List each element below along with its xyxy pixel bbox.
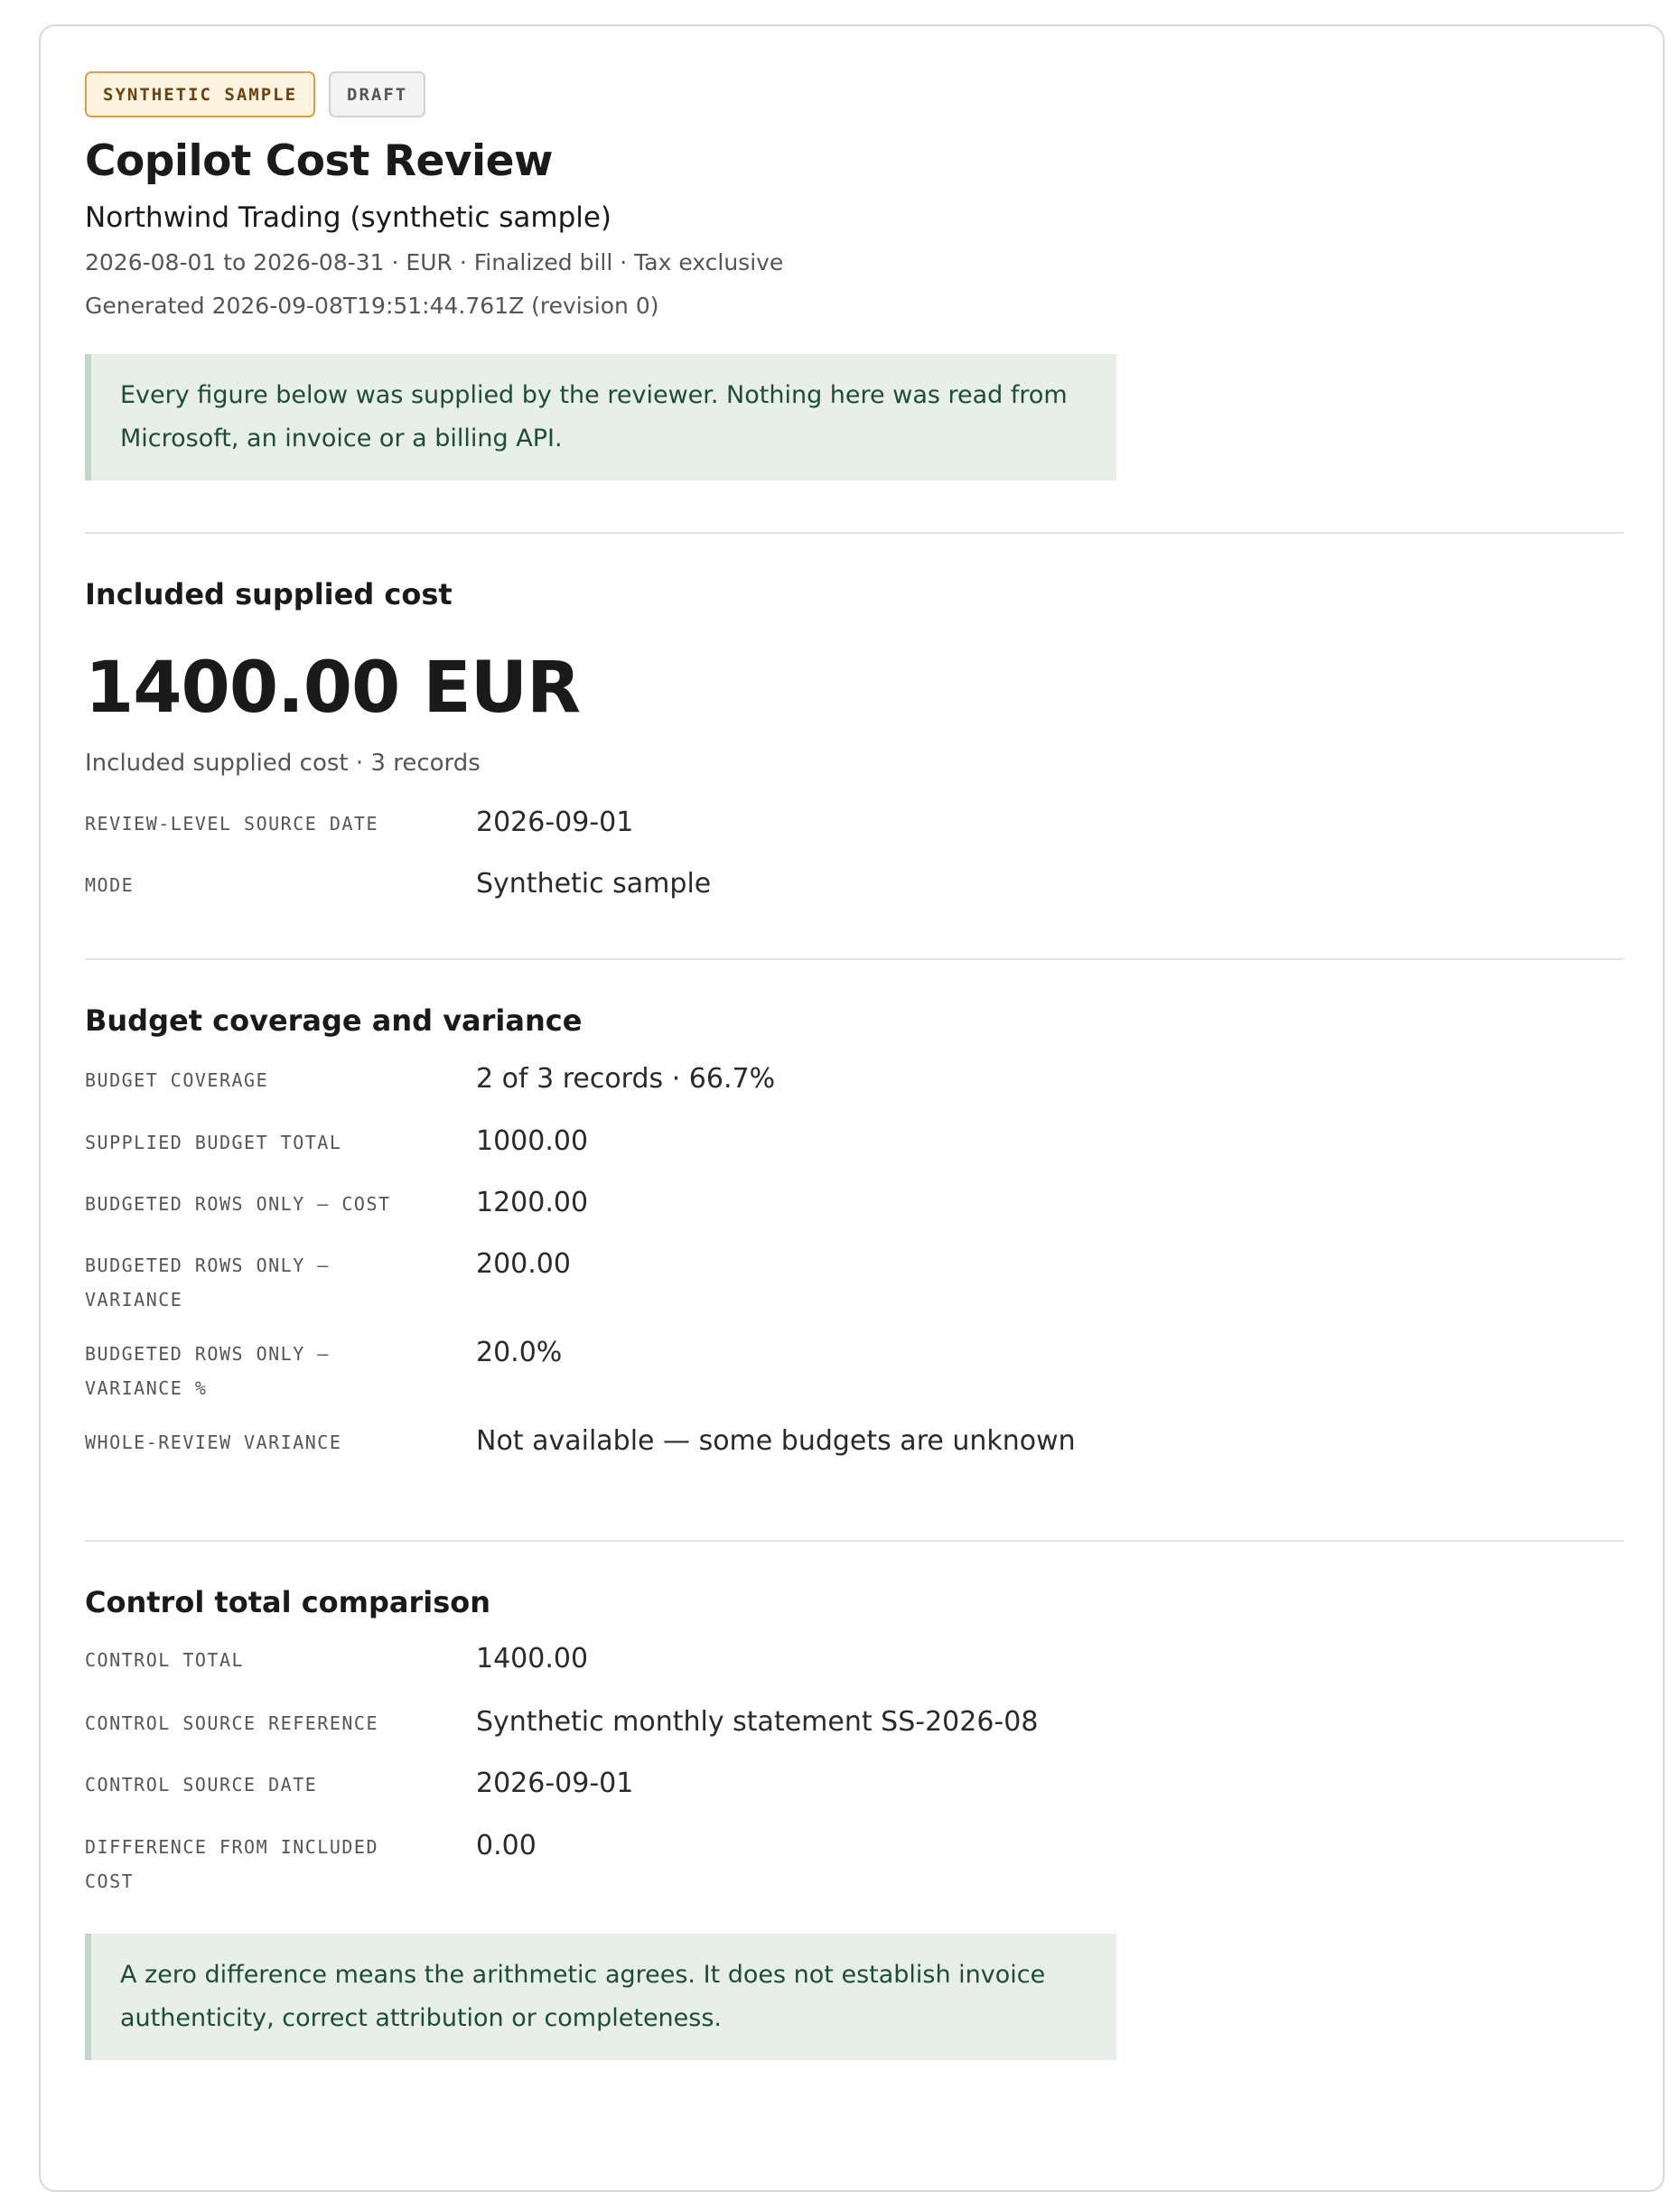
control-total-heading: Control total comparison bbox=[85, 1585, 491, 1619]
detail-value: 1400.00 bbox=[476, 1643, 589, 1674]
synthetic-sample-badge: SYNTHETIC SAMPLE bbox=[85, 71, 315, 117]
detail-row-control-source-reference bbox=[85, 1703, 1624, 1765]
detail-row-difference bbox=[85, 1827, 1624, 1916]
detail-row-whole-review-variance bbox=[85, 1422, 1624, 1484]
badge-group bbox=[85, 71, 1624, 117]
detail-value: Synthetic sample bbox=[476, 868, 712, 900]
detail-label: CONTROL SOURCE REFERENCE bbox=[85, 1712, 378, 1734]
detail-label: CONTROL SOURCE DATE bbox=[85, 1774, 318, 1796]
reviewer-supplied-notice: Every figure below was supplied by the reviewer. Nothing here was read from Microsoft, an invoice or a billing API. bbox=[85, 354, 1116, 480]
budget-section bbox=[85, 1001, 1624, 1484]
page-title: Copilot Cost Review bbox=[85, 136, 553, 186]
detail-value: 1200.00 bbox=[476, 1187, 589, 1218]
included-cost-total: 1400.00 EUR bbox=[85, 648, 581, 729]
review-content bbox=[85, 71, 1624, 2060]
detail-row-control-source-date bbox=[85, 1765, 1624, 1827]
detail-label: BUDGETED ROWS ONLY — COST bbox=[85, 1193, 391, 1215]
detail-row-budget-coverage bbox=[85, 1060, 1624, 1123]
detail-value: 2 of 3 records · 66.7% bbox=[476, 1063, 776, 1095]
section-divider bbox=[85, 958, 1624, 960]
detail-label: SUPPLIED BUDGET TOTAL bbox=[85, 1132, 342, 1153]
organization-name: Northwind Trading (synthetic sample) bbox=[85, 201, 612, 234]
detail-value: 1000.00 bbox=[476, 1125, 589, 1157]
detail-label: DIFFERENCE FROM INCLUDED COST bbox=[85, 1836, 378, 1892]
detail-label: MODE bbox=[85, 874, 135, 896]
detail-label: BUDGETED ROWS ONLY — VARIANCE bbox=[85, 1255, 330, 1311]
detail-value: Not available — some budgets are unknown bbox=[476, 1425, 1076, 1457]
period-summary: 2026-08-01 to 2026-08-31 · EUR · Finalized bill · Tax exclusive bbox=[85, 249, 784, 275]
detail-value: 2026-09-01 bbox=[476, 1768, 634, 1799]
section-divider bbox=[85, 532, 1624, 534]
detail-row-mode bbox=[85, 865, 1624, 927]
budget-heading: Budget coverage and variance bbox=[85, 1003, 583, 1038]
detail-label: BUDGET COVERAGE bbox=[85, 1069, 269, 1091]
detail-row-budget-total bbox=[85, 1123, 1624, 1184]
included-cost-heading: Included supplied cost bbox=[85, 577, 453, 611]
detail-row-budgeted-variance bbox=[85, 1245, 1624, 1334]
detail-label: REVIEW-LEVEL SOURCE DATE bbox=[85, 813, 378, 835]
detail-label: WHOLE-REVIEW VARIANCE bbox=[85, 1432, 342, 1453]
detail-label: BUDGETED ROWS ONLY — VARIANCE % bbox=[85, 1343, 330, 1399]
detail-label: CONTROL TOTAL bbox=[85, 1649, 245, 1671]
detail-value: 200.00 bbox=[476, 1248, 571, 1280]
budget-details bbox=[85, 1060, 1624, 1484]
control-total-details bbox=[85, 1640, 1624, 1916]
generated-timestamp: Generated 2026-09-08T19:51:44.761Z (revision 0) bbox=[85, 293, 659, 319]
detail-row-source-date bbox=[85, 804, 1624, 865]
section-divider bbox=[85, 1540, 1624, 1542]
included-cost-details bbox=[85, 804, 1624, 927]
detail-value: 20.0% bbox=[476, 1337, 563, 1368]
control-difference-note: A zero difference means the arithmetic agrees. It does not establish invoice authenticity, correct attribution or completeness. bbox=[85, 1934, 1116, 2060]
detail-value: 2026-09-01 bbox=[476, 807, 634, 838]
included-cost-section bbox=[85, 574, 1624, 927]
detail-row-budgeted-variance-pct bbox=[85, 1334, 1624, 1422]
detail-row-control-total bbox=[85, 1640, 1624, 1703]
detail-row-budgeted-cost bbox=[85, 1184, 1624, 1245]
draft-badge: DRAFT bbox=[329, 71, 425, 117]
detail-value: Synthetic monthly statement SS-2026-08 bbox=[476, 1706, 1039, 1738]
detail-value: 0.00 bbox=[476, 1830, 537, 1861]
review-card bbox=[39, 24, 1665, 2192]
control-total-section bbox=[85, 1582, 1624, 2060]
included-cost-subtitle: Included supplied cost · 3 records bbox=[85, 750, 481, 777]
